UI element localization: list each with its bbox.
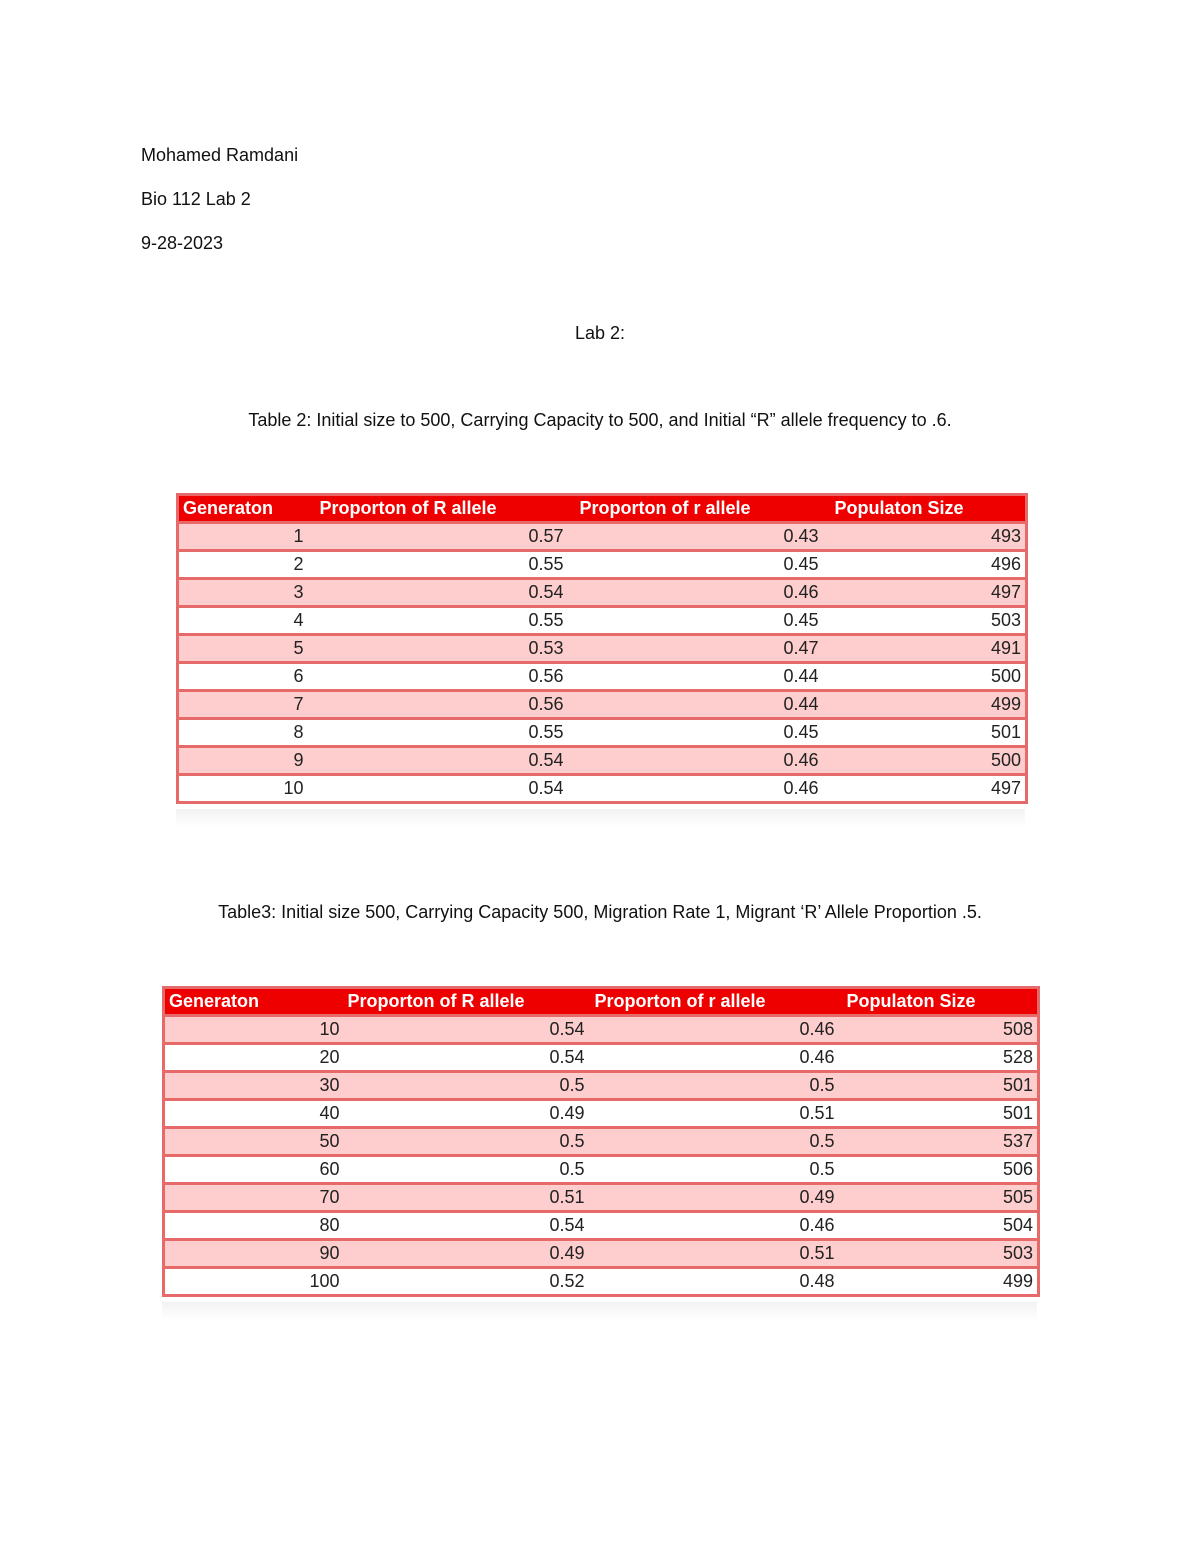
table2-shadow	[176, 809, 1025, 827]
table-cell: 508	[839, 1016, 1039, 1044]
table-cell: 503	[839, 1240, 1039, 1268]
table-cell: 0.46	[568, 775, 823, 803]
table-cell: 501	[839, 1072, 1039, 1100]
table-cell: 506	[839, 1156, 1039, 1184]
table-cell: 0.51	[589, 1100, 839, 1128]
table-cell: 500	[823, 747, 1027, 775]
table-cell: 10	[164, 1016, 344, 1044]
table-cell: 90	[164, 1240, 344, 1268]
table-cell: 0.46	[568, 579, 823, 607]
table-cell: 2	[178, 551, 308, 579]
table-cell: 7	[178, 691, 308, 719]
table-cell: 497	[823, 775, 1027, 803]
table-cell: 0.5	[344, 1128, 589, 1156]
table2-header-cell: Proporton of R allele	[308, 495, 568, 523]
table-cell: 0.5	[344, 1072, 589, 1100]
table-cell: 50	[164, 1128, 344, 1156]
table-cell: 0.46	[589, 1044, 839, 1072]
table-cell: 500	[823, 663, 1027, 691]
table2-header-row	[178, 495, 1027, 523]
table3-caption: Table3: Initial size 500, Carrying Capacity 500, Migration Rate 1, Migrant ‘R’ Allele Proportion .5.	[218, 902, 982, 922]
table-cell: 491	[823, 635, 1027, 663]
table-cell: 504	[839, 1212, 1039, 1240]
table-row	[164, 1212, 1039, 1240]
table3-header-cell: Proporton of R allele	[344, 988, 589, 1016]
table-cell: 0.45	[568, 551, 823, 579]
table-cell: 100	[164, 1268, 344, 1296]
table-cell: 0.55	[308, 607, 568, 635]
table-cell: 8	[178, 719, 308, 747]
table-cell: 0.56	[308, 663, 568, 691]
table-cell: 0.56	[308, 691, 568, 719]
table-row	[178, 747, 1027, 775]
table-cell: 20	[164, 1044, 344, 1072]
table-cell: 0.55	[308, 551, 568, 579]
table-cell: 6	[178, 663, 308, 691]
table-row	[164, 1156, 1039, 1184]
table-cell: 60	[164, 1156, 344, 1184]
table-row	[164, 1016, 1039, 1044]
table-cell: 4	[178, 607, 308, 635]
table-row	[178, 551, 1027, 579]
table-cell: 528	[839, 1044, 1039, 1072]
table3-header-cell: Proporton of r allele	[589, 988, 839, 1016]
table-row	[178, 691, 1027, 719]
table-cell: 70	[164, 1184, 344, 1212]
table-cell: 0.49	[344, 1240, 589, 1268]
table-cell: 1	[178, 523, 308, 551]
author-name: Mohamed Ramdani	[141, 145, 299, 165]
table-row	[164, 1184, 1039, 1212]
table-row	[164, 1240, 1039, 1268]
table-cell: 5	[178, 635, 308, 663]
table-cell: 0.49	[344, 1100, 589, 1128]
table-cell: 3	[178, 579, 308, 607]
table-cell: 496	[823, 551, 1027, 579]
table3-shadow	[162, 1302, 1037, 1320]
table-cell: 10	[178, 775, 308, 803]
table-row	[178, 635, 1027, 663]
table-cell: 0.45	[568, 607, 823, 635]
table-cell: 0.46	[589, 1212, 839, 1240]
table-cell: 0.55	[308, 719, 568, 747]
table-cell: 0.47	[568, 635, 823, 663]
table-cell: 493	[823, 523, 1027, 551]
table-cell: 0.43	[568, 523, 823, 551]
table-row	[164, 1268, 1039, 1296]
table-cell: 0.5	[589, 1072, 839, 1100]
table-cell: 503	[823, 607, 1027, 635]
table-cell: 499	[839, 1268, 1039, 1296]
table-cell: 0.49	[589, 1184, 839, 1212]
table2-header-cell: Populaton Size	[823, 495, 1027, 523]
table2-header-cell: Generaton	[178, 495, 308, 523]
table-cell: 499	[823, 691, 1027, 719]
table-cell: 80	[164, 1212, 344, 1240]
table-row	[178, 775, 1027, 803]
table3	[162, 986, 1040, 1297]
table2-caption: Table 2: Initial size to 500, Carrying Capacity to 500, and Initial “R” allele frequency to .6.	[248, 410, 952, 430]
table-cell: 0.46	[589, 1016, 839, 1044]
table3-header-row	[164, 988, 1039, 1016]
table-cell: 501	[839, 1100, 1039, 1128]
table-cell: 0.54	[344, 1016, 589, 1044]
table-row	[178, 523, 1027, 551]
table-cell: 0.44	[568, 663, 823, 691]
table-cell: 0.51	[344, 1184, 589, 1212]
table-cell: 501	[823, 719, 1027, 747]
table-cell: 0.51	[589, 1240, 839, 1268]
table-cell: 0.54	[308, 775, 568, 803]
table-cell: 0.46	[568, 747, 823, 775]
table-cell: 0.44	[568, 691, 823, 719]
table-row	[164, 1072, 1039, 1100]
table-cell: 30	[164, 1072, 344, 1100]
table-cell: 0.5	[344, 1156, 589, 1184]
table-row	[164, 1128, 1039, 1156]
table-cell: 40	[164, 1100, 344, 1128]
table-row	[164, 1100, 1039, 1128]
table-cell: 0.54	[308, 579, 568, 607]
table-row	[178, 579, 1027, 607]
table-cell: 0.53	[308, 635, 568, 663]
table-row	[178, 663, 1027, 691]
table-cell: 0.54	[344, 1212, 589, 1240]
table-cell: 0.5	[589, 1156, 839, 1184]
table-row	[178, 607, 1027, 635]
table3-header-cell: Populaton Size	[839, 988, 1039, 1016]
table-cell: 505	[839, 1184, 1039, 1212]
table-cell: 0.57	[308, 523, 568, 551]
table3-header-cell: Generaton	[164, 988, 344, 1016]
table-cell: 0.45	[568, 719, 823, 747]
table-cell: 497	[823, 579, 1027, 607]
table-cell: 0.5	[589, 1128, 839, 1156]
table2-header-cell: Proporton of r allele	[568, 495, 823, 523]
document-date: 9-28-2023	[141, 233, 224, 253]
table-cell: 9	[178, 747, 308, 775]
table-cell: 0.54	[308, 747, 568, 775]
table-cell: 0.54	[344, 1044, 589, 1072]
table-cell: 537	[839, 1128, 1039, 1156]
lab-title: Lab 2:	[574, 323, 626, 343]
table-row	[178, 719, 1027, 747]
table-cell: 0.48	[589, 1268, 839, 1296]
course-title: Bio 112 Lab 2	[141, 189, 251, 209]
table2	[176, 493, 1028, 804]
table-cell: 0.52	[344, 1268, 589, 1296]
table-row	[164, 1044, 1039, 1072]
